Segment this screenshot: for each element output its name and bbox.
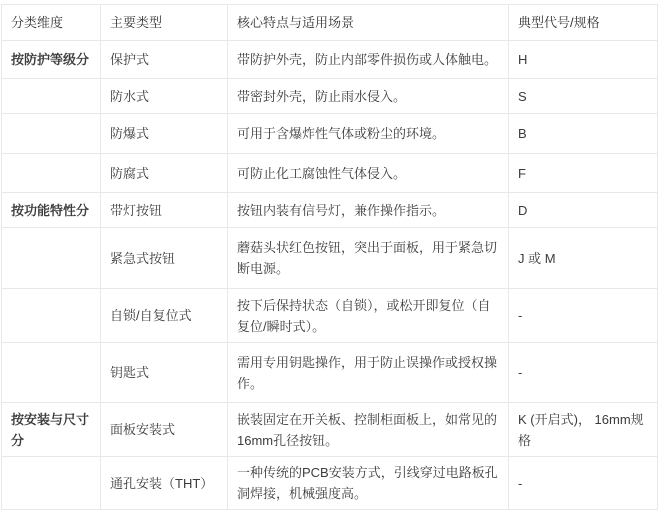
category-cell: [2, 154, 101, 193]
desc-cell: 带密封外壳，防止雨水侵入。: [228, 79, 509, 114]
category-cell: 按安装与尺寸分: [2, 403, 101, 457]
table-header-row: [2, 5, 658, 41]
category-cell: [2, 457, 101, 510]
desc-cell: 一种传统的PCB安装方式，引线穿过电路板孔洞焊接，机械强度高。: [228, 457, 509, 510]
category-cell: [2, 289, 101, 343]
type-cell: 防水式: [101, 79, 228, 114]
code-cell: S: [509, 79, 658, 114]
header-cell-dimension: 分类维度: [2, 5, 101, 41]
desc-cell: 带防护外壳，防止内部零件损伤或人体触电。: [228, 41, 509, 79]
table-row: [2, 193, 658, 228]
type-cell: 面板安装式: [101, 403, 228, 457]
category-cell: 按功能特性分: [2, 193, 101, 228]
table-row: [2, 289, 658, 343]
desc-cell: 需用专用钥匙操作，用于防止误操作或授权操作。: [228, 343, 509, 403]
category-cell: [2, 228, 101, 289]
table-row: [2, 343, 658, 403]
type-cell: 紧急式按钮: [101, 228, 228, 289]
type-cell: 防腐式: [101, 154, 228, 193]
classification-table: [1, 4, 658, 510]
code-cell: H: [509, 41, 658, 79]
desc-cell: 按下后保持状态（自锁），或松开即复位（自复位/瞬时式）。: [228, 289, 509, 343]
type-cell: 自锁/自复位式: [101, 289, 228, 343]
type-cell: 带灯按钮: [101, 193, 228, 228]
header-cell-features: 核心特点与适用场景: [228, 5, 509, 41]
category-cell: [2, 114, 101, 154]
table-row: [2, 228, 658, 289]
code-cell: D: [509, 193, 658, 228]
table-row: [2, 457, 658, 510]
table-row: [2, 403, 658, 457]
type-cell: 钥匙式: [101, 343, 228, 403]
header-cell-type: 主要类型: [101, 5, 228, 41]
table-row: [2, 154, 658, 193]
desc-cell: 可防止化工腐蚀性气体侵入。: [228, 154, 509, 193]
code-cell: K (开启式)， 16mm规格: [509, 403, 658, 457]
type-cell: 通孔安装（THT）: [101, 457, 228, 510]
code-cell: J 或 M: [509, 228, 658, 289]
header-cell-code: 典型代号/规格: [509, 5, 658, 41]
table-row: [2, 114, 658, 154]
type-cell: 保护式: [101, 41, 228, 79]
desc-cell: 可用于含爆炸性气体或粉尘的环境。: [228, 114, 509, 154]
code-cell: -: [509, 343, 658, 403]
table-row: [2, 41, 658, 79]
code-cell: -: [509, 457, 658, 510]
category-cell: [2, 79, 101, 114]
table-row: [2, 79, 658, 114]
type-cell: 防爆式: [101, 114, 228, 154]
desc-cell: 按钮内装有信号灯，兼作操作指示。: [228, 193, 509, 228]
category-cell: [2, 343, 101, 403]
category-cell: 按防护等级分: [2, 41, 101, 79]
desc-cell: 嵌装固定在开关板、控制柜面板上，如常见的16mm孔径按钮。: [228, 403, 509, 457]
code-cell: -: [509, 289, 658, 343]
desc-cell: 蘑菇头状红色按钮，突出于面板，用于紧急切断电源。: [228, 228, 509, 289]
code-cell: F: [509, 154, 658, 193]
code-cell: B: [509, 114, 658, 154]
